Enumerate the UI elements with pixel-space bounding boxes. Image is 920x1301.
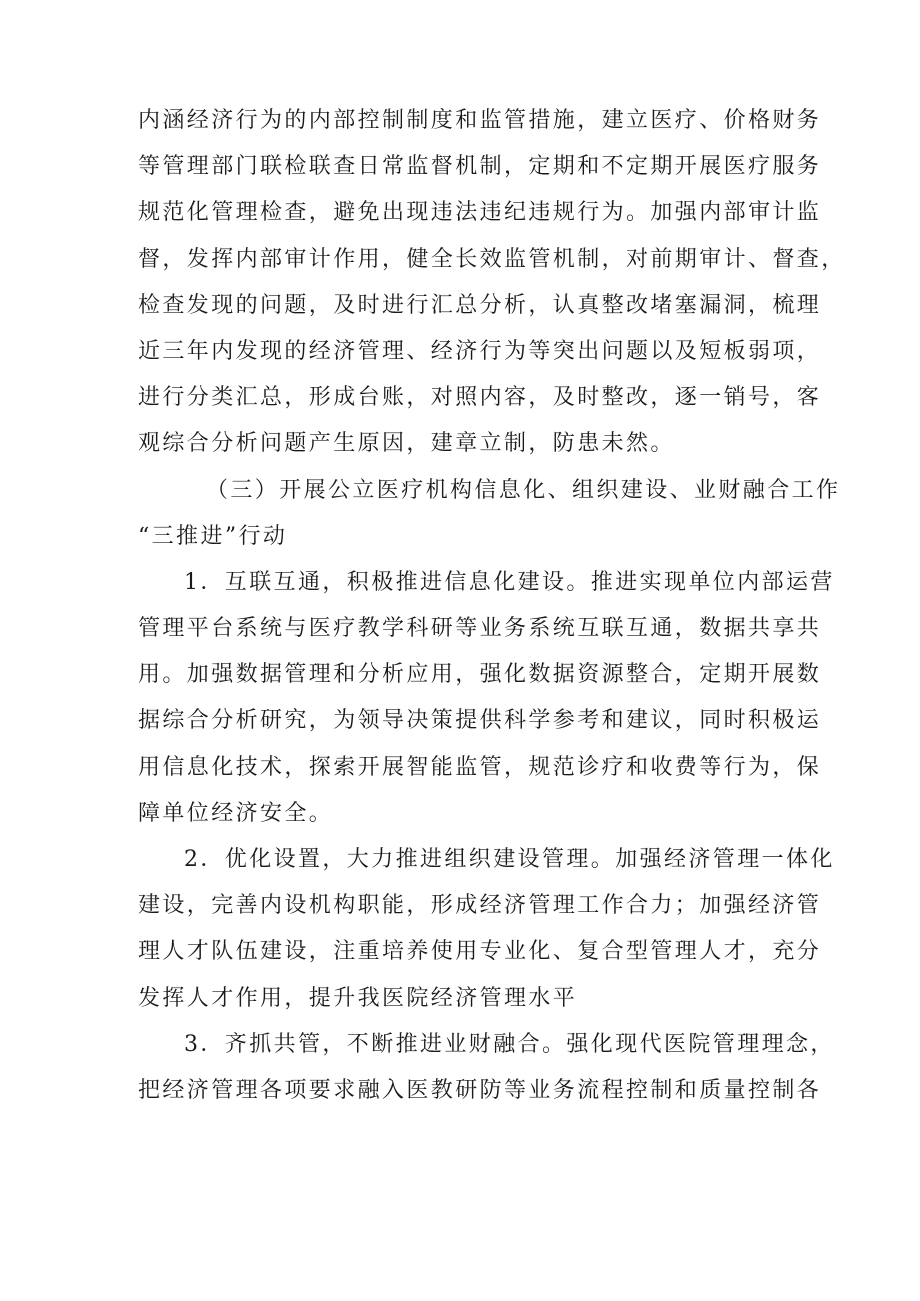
text-line: 管理平台系统与医疗教学科研等业务系统互联互通，数据共享共 (138, 616, 822, 642)
text-line: 规范化管理检查，避免出现违法违纪违规行为。加强内部审计监 (138, 200, 822, 226)
text-line: 理人才队伍建设，注重培养使用专业化、复合型管理人才，充分 (138, 939, 822, 965)
text-line: 把经济管理各项要求融入医教研防等业务流程控制和质量控制各 (138, 1077, 822, 1103)
text-line: 用信息化技术，探索开展智能监管，规范诊疗和收费等行为，保 (138, 754, 822, 780)
numbered-paragraph-start: 3．齐抓共管，不断推进业财融合。强化现代医院管理理念， (184, 1031, 835, 1057)
text-line: 进行分类汇总，形成台账，对照内容，及时整改，逐一销号，客 (138, 385, 822, 411)
section-heading: （三）开展公立医疗机构信息化、组织建设、业财融合工作 (206, 477, 841, 503)
text-line: 用。加强数据管理和分析应用，强化数据资源整合，定期开展数 (138, 662, 822, 688)
text-line: 内涵经济行为的内部控制制度和监管措施，建立医疗、价格财务 (138, 108, 822, 133)
text-line: 等管理部门联检联查日常监督机制，定期和不定期开展医疗服务 (138, 154, 822, 180)
text-line: 据综合分析研究，为领导决策提供科学参考和建议，同时积极运 (138, 708, 822, 734)
text-line: 近三年内发现的经济管理、经济行为等突出问题以及短板弱项， (138, 338, 822, 364)
section-heading-continuation: “三推进”行动 (138, 523, 288, 549)
text-line: 建设，完善内设机构职能，形成经济管理工作合力；加强经济管 (138, 893, 822, 919)
text-line: 督，发挥内部审计作用，健全长效监管机制，对前期审计、督查， (138, 246, 846, 272)
text-line: 观综合分析问题产生原因，建章立制，防患未然。 (138, 431, 675, 457)
numbered-paragraph-start: 1．互联互通，积极推进信息化建设。推进实现单位内部运营 (184, 569, 835, 595)
text-line: 障单位经济安全。 (138, 800, 334, 826)
document-body (138, 98, 846, 1114)
numbered-paragraph-start: 2．优化设置，大力推进组织建设管理。加强经济管理一体化 (184, 847, 835, 872)
text-line: 发挥人才作用，提升我医院经济管理水平 (138, 985, 578, 1011)
text-line: 检查发现的问题，及时进行汇总分析，认真整改堵塞漏洞，梳理 (138, 292, 822, 318)
